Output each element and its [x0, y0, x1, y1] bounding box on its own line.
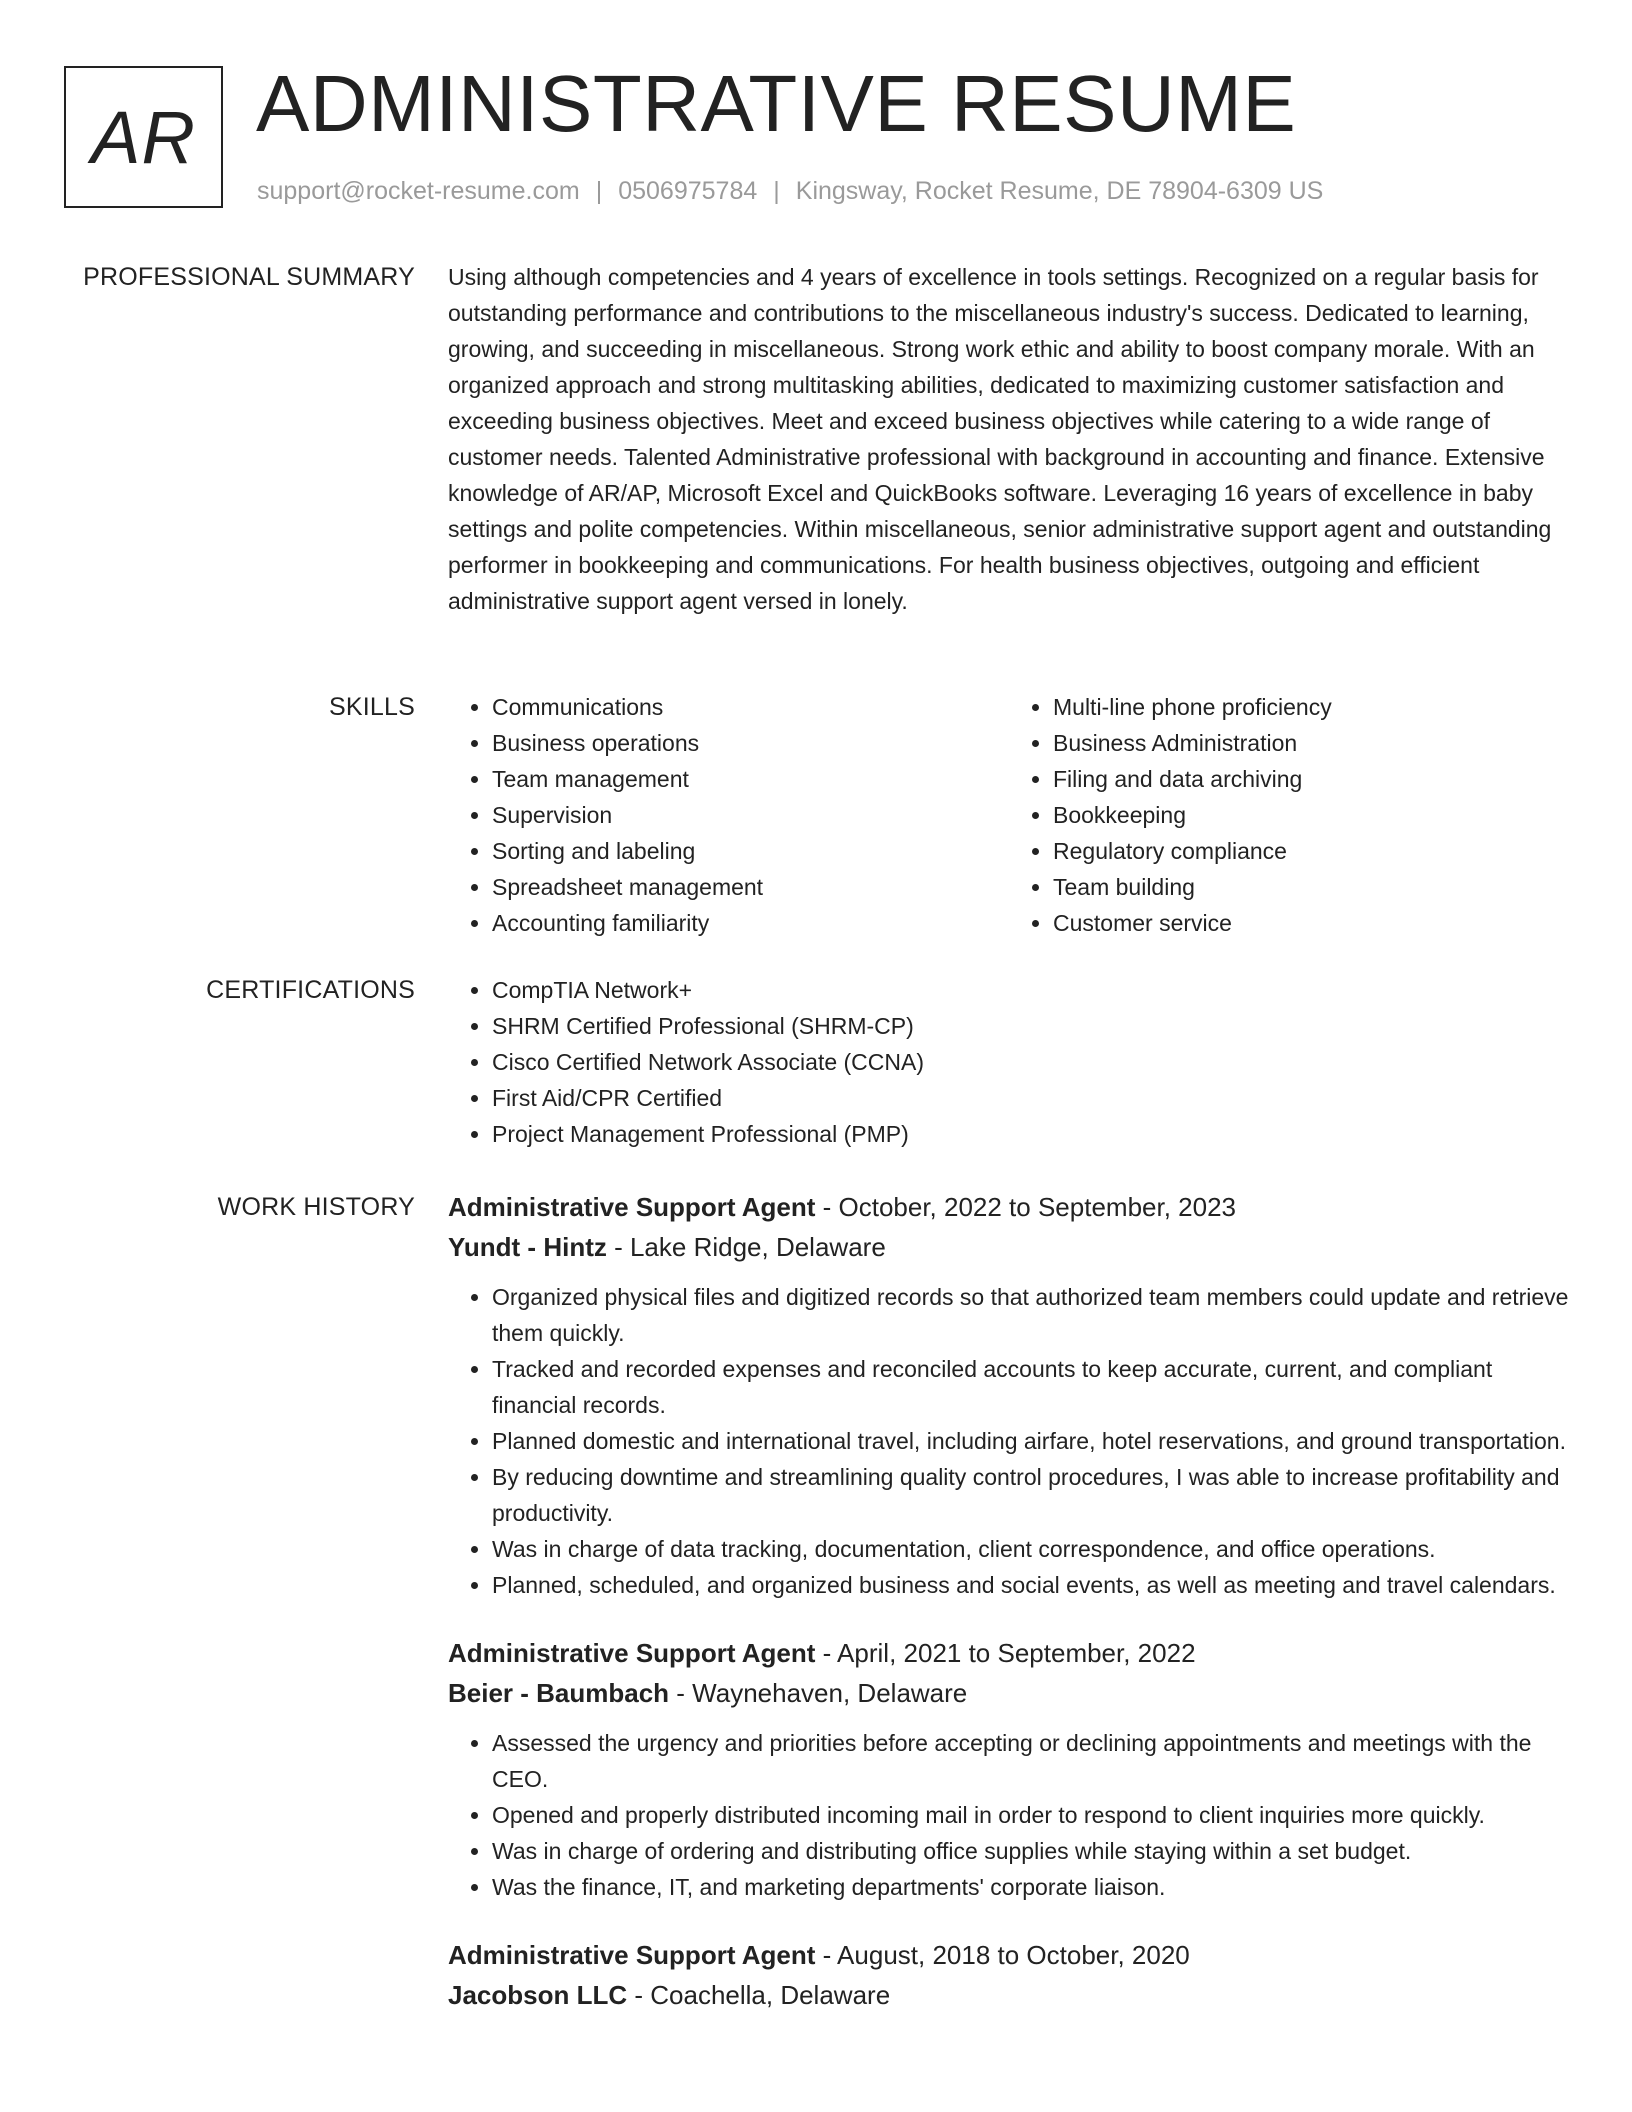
certifications-list — [448, 972, 1570, 1152]
job-duties-list — [448, 1279, 1570, 1603]
job-location: - Coachella, Delaware — [627, 1980, 891, 2010]
list-item: • Sorting and labeling — [492, 833, 1009, 869]
skills-list-left — [448, 689, 1009, 941]
job-title-line — [448, 1935, 1570, 1975]
list-item: • First Aid/CPR Certified — [492, 1080, 1570, 1116]
list-item: • Filing and data archiving — [1053, 761, 1570, 797]
job-entry — [448, 1187, 1570, 1603]
list-item: • Business Administration — [1053, 725, 1570, 761]
list-item: • Tracked and recorded expenses and reconciled accounts to keep accurate, current, and compliant financial records. — [492, 1351, 1570, 1423]
list-item: • SHRM Certified Professional (SHRM-CP) — [492, 1008, 1570, 1044]
list-item: • Supervision — [492, 797, 1009, 833]
contact-line — [257, 174, 1323, 208]
skills-body — [448, 689, 1570, 941]
summary-body — [448, 259, 1570, 619]
list-item: • Was the finance, IT, and marketing departments' corporate liaison. — [492, 1869, 1570, 1905]
job-title: Administrative Support Agent — [448, 1192, 816, 1222]
monogram-initials: AR — [91, 95, 196, 179]
monogram-badge — [64, 66, 223, 208]
job-company-line — [448, 1975, 1570, 2015]
job-company: Beier - Baumbach — [448, 1678, 670, 1708]
list-item: • Business operations — [492, 725, 1009, 761]
list-item: • Planned, scheduled, and organized business and social events, as well as meeting and travel calendars. — [492, 1567, 1570, 1603]
contact-separator: | — [595, 177, 603, 205]
job-dates: - August, 2018 to October, 2020 — [815, 1940, 1190, 1970]
job-location: - Waynehaven, Delaware — [669, 1678, 968, 1708]
list-item: • By reducing downtime and streamlining quality control procedures, I was able to increase profitability and productivity. — [492, 1459, 1570, 1531]
certifications-heading: CERTIFICATIONS — [206, 976, 415, 1004]
list-item: • Assessed the urgency and priorities before accepting or declining appointments and meetings with the CEO. — [492, 1725, 1570, 1797]
list-item: • Regulatory compliance — [1053, 833, 1570, 869]
summary-heading: PROFESSIONAL SUMMARY — [83, 263, 415, 291]
contact-phone: 0506975784 — [618, 177, 758, 205]
list-item: • Spreadsheet management — [492, 869, 1009, 905]
list-item: • Customer service — [1053, 905, 1570, 941]
job-entry — [448, 1935, 1570, 2015]
certifications-body — [448, 972, 1570, 1152]
list-item: • Accounting familiarity — [492, 905, 1009, 941]
job-dates: - April, 2021 to September, 2022 — [815, 1638, 1196, 1668]
job-location: - Lake Ridge, Delaware — [606, 1232, 886, 1262]
list-item: • Opened and properly distributed incoming mail in order to respond to client inquiries more quickly. — [492, 1797, 1570, 1833]
list-item: • Bookkeeping — [1053, 797, 1570, 833]
list-item: • Multi-line phone proficiency — [1053, 689, 1570, 725]
contact-address: Kingsway, Rocket Resume, DE 78904-6309 US — [795, 177, 1324, 205]
job-title: Administrative Support Agent — [448, 1940, 816, 1970]
list-item: • Organized physical files and digitized records so that authorized team members could update and retrieve them quickly. — [492, 1279, 1570, 1351]
job-title-line — [448, 1633, 1570, 1673]
job-dates: - October, 2022 to September, 2023 — [815, 1192, 1236, 1222]
job-company: Yundt - Hintz — [448, 1232, 607, 1262]
job-title-line — [448, 1187, 1570, 1227]
skills-heading: SKILLS — [329, 693, 415, 721]
job-duties-list — [448, 1725, 1570, 1905]
list-item: • Cisco Certified Network Associate (CCNA) — [492, 1044, 1570, 1080]
list-item: • CompTIA Network+ — [492, 972, 1570, 1008]
skills-list-right — [1009, 689, 1570, 941]
list-item: • Planned domestic and international travel, including airfare, hotel reservations, and ground transportation. — [492, 1423, 1570, 1459]
summary-text: Using although competencies and 4 years of excellence in tools settings. Recognized on a regular basis for outstanding performance and contributions to the miscellaneous industry's success. Dedicated to learning, growing, and succeeding in miscellaneous. Strong work ethic and ability to boost company morale. With an organized approach and strong multitasking abilities, dedicated to maximizing customer satisfaction and exceeding business objectives. Meet and exceed business objectives while catering to a wide range of customer needs. Talented Administrative professional with background in accounting and finance. Extensive knowledge of AR/AP, Microsoft Excel and QuickBooks software. Leveraging 16 years of excellence in baby settings and polite competencies. Within miscellaneous, senior administrative support agent and outstanding performer in bookkeeping and communications. For health business objectives, outgoing and efficient administrative support agent versed in lonely. — [448, 264, 1552, 614]
list-item: • Team management — [492, 761, 1009, 797]
work-history-heading: WORK HISTORY — [217, 1193, 415, 1221]
contact-email: support@rocket-resume.com — [257, 177, 580, 205]
work-history-body — [448, 1187, 1570, 2045]
contact-separator: | — [773, 177, 780, 205]
document-title: ADMINISTRATIVE RESUME — [256, 59, 1297, 148]
job-entry — [448, 1633, 1570, 1905]
list-item: • Team building — [1053, 869, 1570, 905]
list-item: • Communications — [492, 689, 1009, 725]
job-company-line — [448, 1227, 1570, 1267]
list-item: • Was in charge of data tracking, documentation, client correspondence, and office operations. — [492, 1531, 1570, 1567]
job-title: Administrative Support Agent — [448, 1638, 816, 1668]
list-item: • Project Management Professional (PMP) — [492, 1116, 1570, 1152]
job-company: Jacobson LLC — [448, 1980, 628, 2010]
list-item: • Was in charge of ordering and distributing office supplies while staying within a set budget. — [492, 1833, 1570, 1869]
job-company-line — [448, 1673, 1570, 1713]
